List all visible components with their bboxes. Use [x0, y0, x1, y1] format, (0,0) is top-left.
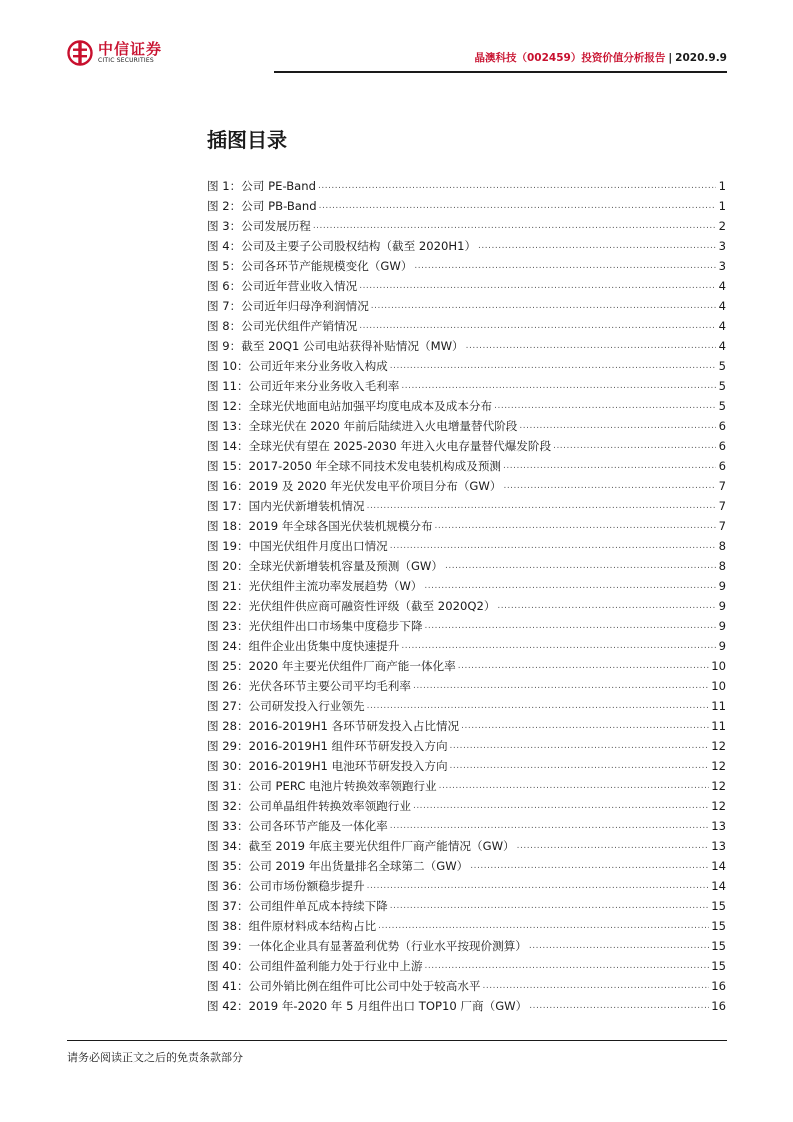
toc-dot-leader: [424, 576, 716, 596]
toc-dot-leader: [390, 816, 709, 836]
toc-dot-leader: [401, 376, 716, 396]
toc-dot-leader: [413, 796, 709, 816]
toc-entry-page-number: 16: [711, 999, 726, 1013]
toc-entry[interactable]: [207, 296, 726, 316]
toc-entry[interactable]: [207, 976, 726, 996]
toc-dot-leader: [425, 616, 716, 636]
toc-dot-leader: [371, 296, 716, 316]
toc-entry-label: 图 21：光伏组件主流功率发展趋势（W）: [207, 579, 423, 593]
toc-entry-page-number: 5: [718, 379, 726, 393]
toc-entry-label: 图 17：国内光伏新增装机情况: [207, 499, 365, 513]
toc-entry[interactable]: [207, 936, 726, 956]
toc-entry-label: 图 28：2016-2019H1 各环节研发投入占比情况: [207, 719, 460, 733]
report-title: 晶澳科技（002459）投资价值分析报告: [474, 52, 666, 64]
toc-entry[interactable]: [207, 836, 726, 856]
toc-dot-leader: [529, 996, 709, 1016]
toc-entry-page-number: 2: [718, 219, 726, 233]
toc-entry-label: 图 11：公司近年来分业务收入毛利率: [207, 379, 400, 393]
toc-entry[interactable]: [207, 456, 726, 476]
toc-entry[interactable]: [207, 736, 726, 756]
toc-entry-label: 图 31：公司 PERC 电池片转换效率领跑行业: [207, 779, 437, 793]
toc-entry-label: 图 30：2016-2019H1 电池环节研发投入方向: [207, 759, 448, 773]
toc-dot-leader: [413, 676, 709, 696]
toc-dot-leader: [461, 716, 709, 736]
toc-entry-label: 图 40：公司组件盈利能力处于行业中上游: [207, 959, 423, 973]
logo-chinese-name: 中信证券: [98, 40, 163, 58]
toc-dot-leader: [390, 896, 709, 916]
toc-entry[interactable]: [207, 496, 726, 516]
toc-entry-page-number: 1: [718, 179, 726, 193]
toc-entry[interactable]: [207, 516, 726, 536]
toc-entry-page-number: 13: [711, 839, 726, 853]
toc-entry-label: 图 2：公司 PB-Band: [207, 199, 317, 213]
toc-entry[interactable]: [207, 676, 726, 696]
toc-dot-leader: [503, 476, 716, 496]
toc-entry-page-number: 14: [711, 879, 726, 893]
logo-english-name: CITIC SECURITIES: [98, 57, 154, 64]
toc-dot-leader: [466, 336, 716, 356]
toc-entry[interactable]: [207, 356, 726, 376]
toc-entry[interactable]: [207, 756, 726, 776]
toc-entry-label: 图 23：光伏组件出口市场集中度稳步下降: [207, 619, 423, 633]
toc-entry-label: 图 5：公司各环节产能规模变化（GW）: [207, 259, 413, 273]
page-title: 插图目录: [207, 128, 287, 152]
toc-entry-label: 图 14：全球光伏有望在 2025-2030 年进入火电存量替代爆发阶段: [207, 439, 552, 453]
toc-dot-leader: [503, 456, 716, 476]
toc-entry[interactable]: [207, 656, 726, 676]
toc-entry[interactable]: [207, 396, 726, 416]
toc-entry-page-number: 16: [711, 979, 726, 993]
toc-entry-page-number: 12: [711, 759, 726, 773]
toc-entry[interactable]: [207, 336, 726, 356]
toc-entry-page-number: 11: [711, 719, 726, 733]
report-header-info: [474, 50, 727, 65]
footer-disclaimer: 请务必阅读正文之后的免责条款部分: [67, 1051, 243, 1064]
citic-logo: [67, 40, 162, 66]
report-date: 2020.9.9: [675, 52, 727, 64]
toc-entry[interactable]: [207, 216, 726, 236]
toc-dot-leader: [439, 776, 710, 796]
toc-dot-leader: [359, 316, 716, 336]
toc-entry[interactable]: [207, 916, 726, 936]
toc-entry[interactable]: [207, 436, 726, 456]
toc-entry[interactable]: [207, 696, 726, 716]
toc-entry-page-number: 15: [711, 899, 726, 913]
header-separator: |: [668, 52, 673, 64]
toc-entry-label: 图 22：光伏组件供应商可融资性评级（截至 2020Q2）: [207, 599, 496, 613]
toc-dot-leader: [367, 696, 710, 716]
toc-dot-leader: [445, 556, 716, 576]
toc-dot-leader: [458, 656, 710, 676]
toc-entry-page-number: 11: [711, 699, 726, 713]
toc-dot-leader: [401, 636, 716, 656]
toc-entry[interactable]: [207, 956, 726, 976]
toc-dot-leader: [450, 756, 710, 776]
toc-entry-page-number: 9: [718, 599, 726, 613]
toc-dot-leader: [450, 736, 710, 756]
toc-entry-label: 图 33：公司各环节产能及一体化率: [207, 819, 388, 833]
toc-entry-page-number: 3: [718, 259, 726, 273]
toc-entry-label: 图 16：2019 及 2020 年光伏发电平价项目分布（GW）: [207, 479, 502, 493]
toc-entry-page-number: 6: [718, 419, 726, 433]
toc-dot-leader: [478, 236, 716, 256]
toc-entry-label: 图 24：组件企业出货集中度快速提升: [207, 639, 400, 653]
toc-entry[interactable]: [207, 796, 726, 816]
toc-dot-leader: [414, 256, 716, 276]
toc-entry[interactable]: [207, 176, 726, 196]
toc-entry-label: 图 29：2016-2019H1 组件环节研发投入方向: [207, 739, 448, 753]
toc-entry-label: 图 18：2019 年全球各国光伏装机规模分布: [207, 519, 433, 533]
toc-dot-leader: [529, 936, 709, 956]
toc-entry-label: 图 32：公司单晶组件转换效率领跑行业: [207, 799, 411, 813]
toc-entry-page-number: 15: [711, 919, 726, 933]
toc-entry-label: 图 26：光伏各环节主要公司平均毛利率: [207, 679, 411, 693]
toc-entry[interactable]: [207, 256, 726, 276]
toc-dot-leader: [435, 516, 716, 536]
toc-entry-page-number: 3: [718, 239, 726, 253]
toc-entry-page-number: 5: [718, 399, 726, 413]
toc-entry-page-number: 7: [718, 499, 726, 513]
toc-entry[interactable]: [207, 876, 726, 896]
toc-dot-leader: [494, 396, 716, 416]
toc-entry[interactable]: [207, 596, 726, 616]
toc-dot-leader: [318, 176, 716, 196]
toc-entry[interactable]: [207, 536, 726, 556]
toc-entry-page-number: 8: [718, 539, 726, 553]
toc-dot-leader: [390, 356, 716, 376]
toc-dot-leader: [313, 216, 716, 236]
toc-dot-leader: [517, 836, 710, 856]
toc-dot-leader: [553, 436, 716, 456]
toc-entry-page-number: 10: [711, 659, 726, 673]
toc-entry-label: 图 42：2019 年-2020 年 5 月组件出口 TOP10 厂商（GW）: [207, 999, 528, 1013]
figure-list: [207, 176, 726, 1016]
toc-entry-label: 图 37：公司组件单瓦成本持续下降: [207, 899, 388, 913]
toc-entry[interactable]: [207, 856, 726, 876]
toc-entry-label: 图 6：公司近年营业收入情况: [207, 279, 358, 293]
toc-entry-label: 图 36：公司市场份额稳步提升: [207, 879, 365, 893]
toc-entry-label: 图 39：一体化企业具有显著盈利优势（行业水平按现价测算）: [207, 939, 527, 953]
toc-entry[interactable]: [207, 196, 726, 216]
toc-entry-page-number: 4: [718, 339, 726, 353]
toc-entry-label: 图 12：全球光伏地面电站加强平均度电成本及成本分布: [207, 399, 493, 413]
toc-entry-page-number: 4: [718, 279, 726, 293]
citic-logo-icon: [67, 40, 93, 66]
toc-entry[interactable]: [207, 636, 726, 656]
toc-entry-label: 图 1：公司 PE-Band: [207, 179, 316, 193]
toc-entry-page-number: 1: [718, 199, 726, 213]
toc-entry-label: 图 41：公司外销比例在组件可比公司中处于较高水平: [207, 979, 481, 993]
toc-entry[interactable]: [207, 816, 726, 836]
toc-entry-label: 图 20：全球光伏新增装机容量及预测（GW）: [207, 559, 443, 573]
toc-entry-page-number: 4: [718, 299, 726, 313]
toc-dot-leader: [359, 276, 716, 296]
toc-dot-leader: [378, 916, 709, 936]
toc-entry-page-number: 10: [711, 679, 726, 693]
toc-dot-leader: [425, 956, 710, 976]
toc-entry[interactable]: [207, 896, 726, 916]
toc-entry-page-number: 7: [718, 479, 726, 493]
toc-entry-label: 图 19：中国光伏组件月度出口情况: [207, 539, 388, 553]
toc-entry-page-number: 7: [718, 519, 726, 533]
toc-entry-label: 图 15：2017-2050 年全球不同技术发电装机构成及预测: [207, 459, 502, 473]
toc-entry-label: 图 7：公司近年归母净利润情况: [207, 299, 369, 313]
toc-entry-page-number: 12: [711, 779, 726, 793]
toc-entry-label: 图 8：公司光伏组件产销情况: [207, 319, 358, 333]
toc-entry-page-number: 12: [711, 799, 726, 813]
toc-entry-label: 图 10：公司近年来分业务收入构成: [207, 359, 388, 373]
toc-dot-leader: [367, 496, 716, 516]
toc-entry-page-number: 6: [718, 439, 726, 453]
toc-entry[interactable]: [207, 776, 726, 796]
toc-dot-leader: [519, 416, 716, 436]
toc-entry-label: 图 27：公司研发投入行业领先: [207, 699, 365, 713]
toc-entry-label: 图 3：公司发展历程: [207, 219, 311, 233]
toc-entry-label: 图 9：截至 20Q1 公司电站获得补贴情况（MW）: [207, 339, 464, 353]
toc-entry-page-number: 15: [711, 939, 726, 953]
toc-entry[interactable]: [207, 316, 726, 336]
footer-divider: [67, 1040, 727, 1041]
toc-entry-page-number: 6: [718, 459, 726, 473]
toc-dot-leader: [367, 876, 710, 896]
toc-entry-label: 图 4：公司及主要子公司股权结构（截至 2020H1）: [207, 239, 477, 253]
toc-entry-label: 图 13：全球光伏在 2020 年前后陆续进入火电增量替代阶段: [207, 419, 518, 433]
toc-entry[interactable]: [207, 556, 726, 576]
header-divider: [274, 71, 727, 73]
toc-entry-label: 图 35：公司 2019 年出货量排名全球第二（GW）: [207, 859, 469, 873]
toc-entry-page-number: 9: [718, 619, 726, 633]
toc-entry-page-number: 13: [711, 819, 726, 833]
toc-dot-leader: [390, 536, 716, 556]
toc-entry[interactable]: [207, 236, 726, 256]
toc-entry[interactable]: [207, 716, 726, 736]
page-header: [67, 36, 727, 76]
toc-entry-page-number: 12: [711, 739, 726, 753]
toc-dot-leader: [319, 196, 716, 216]
toc-dot-leader: [497, 596, 716, 616]
toc-entry[interactable]: [207, 616, 726, 636]
toc-entry[interactable]: [207, 996, 726, 1016]
toc-entry-page-number: 14: [711, 859, 726, 873]
toc-entry-label: 图 25：2020 年主要光伏组件厂商产能一体化率: [207, 659, 456, 673]
toc-entry-page-number: 4: [718, 319, 726, 333]
toc-entry-page-number: 8: [718, 559, 726, 573]
toc-entry-page-number: 15: [711, 959, 726, 973]
toc-entry-label: 图 34：截至 2019 年底主要光伏组件厂商产能情况（GW）: [207, 839, 515, 853]
toc-dot-leader: [470, 856, 709, 876]
toc-entry-page-number: 9: [718, 639, 726, 653]
toc-entry-page-number: 9: [718, 579, 726, 593]
toc-entry[interactable]: [207, 276, 726, 296]
toc-entry[interactable]: [207, 576, 726, 596]
toc-entry[interactable]: [207, 476, 726, 496]
toc-dot-leader: [483, 976, 710, 996]
toc-entry-label: 图 38：组件原材料成本结构占比: [207, 919, 377, 933]
toc-entry[interactable]: [207, 376, 726, 396]
toc-entry-page-number: 5: [718, 359, 726, 373]
toc-entry[interactable]: [207, 416, 726, 436]
